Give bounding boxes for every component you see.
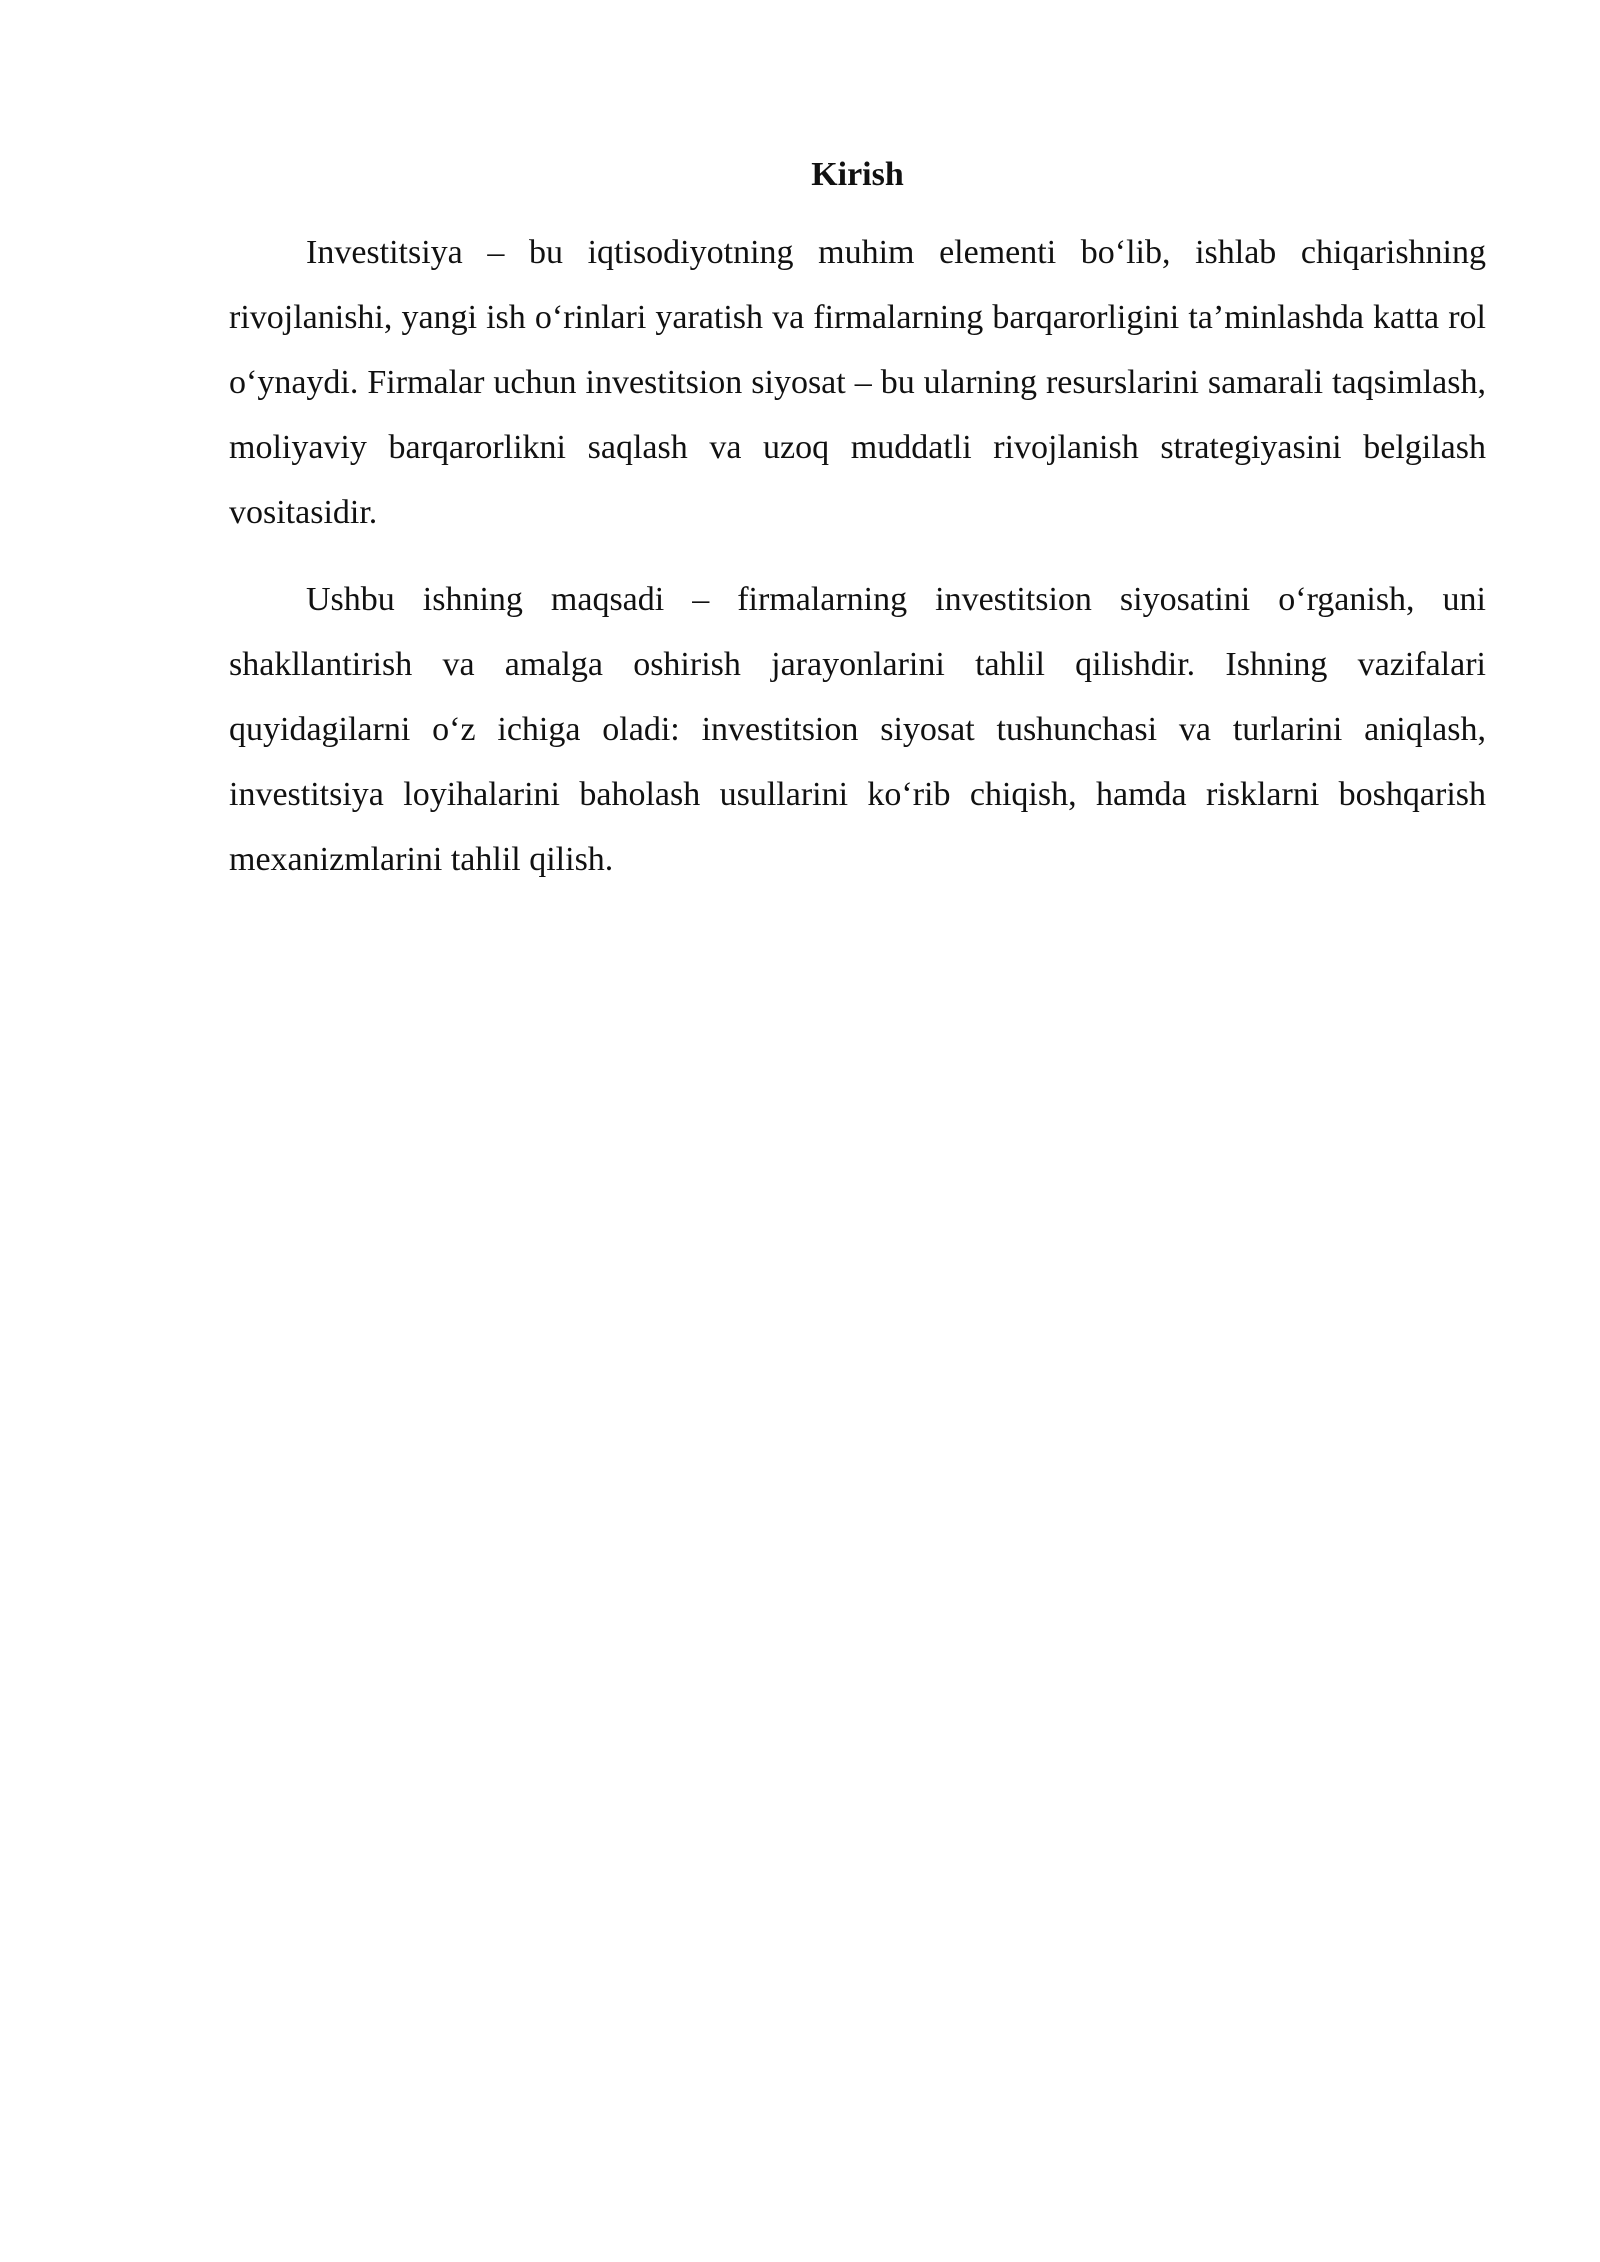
section-heading: Kirish [811,156,904,193]
paragraph-aims: Ushbu ishning maqsadi – firmalarning investitsion siyosatini o‘rganish, uni shakllantirish va amalga oshirish jarayonlarini tahlil qilishdir. Ishning vazifalari quyidagilarni o‘z ichiga oladi: investitsion siyosat tushunchasi va turlarini aniqlash, investitsiya loyihalarini baholash usullarini ko‘rib chiqish, hamda risklarni boshqarish mexanizmlarini tahlil qilish. [229,581,1486,878]
paragraph-intro: Investitsiya – bu iqtisodiyotning muhim elementi bo‘lib, ishlab chiqarishning rivojlanishi, yangi ish o‘rinlari yaratish va firmalarning barqarorligini ta’minlashda katta rol o‘ynaydi. Firmalar uchun investitsion siyosat – bu ularning resurslarini samarali taqsimlash, moliyaviy barqarorlikni saqlash va uzoq muddatli rivojlanish strategiyasini belgilash vositasidir. [229,234,1486,531]
document-body [229,148,1486,914]
